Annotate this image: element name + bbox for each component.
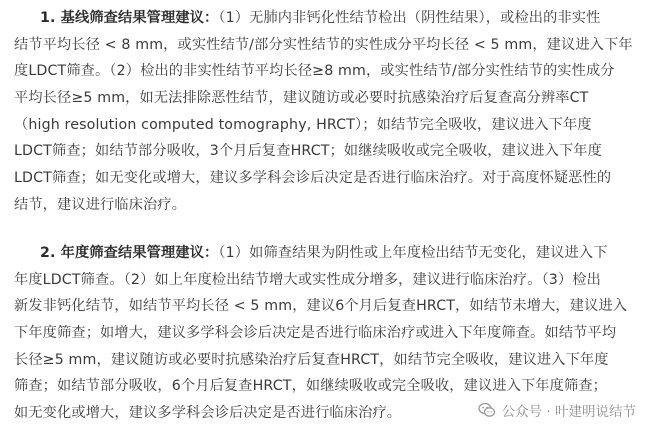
paragraph-line: 筛查；如结节部分吸收，6个月后复查HRCT，如继续吸收或完全吸收，建议进入下年度筛查； — [14, 378, 607, 395]
paragraph-line — [14, 5, 640, 32]
watermark-text: 公众号 · 叶建明说结节 — [501, 404, 636, 420]
paragraph-line: （high resolution computed tomography, HRCT）；如结节完全吸收，建议进入下年度 — [14, 116, 592, 133]
wechat-icon — [478, 401, 496, 419]
paragraph-line: 下年度筛查；如增大，建议多学科会诊后决定是否进行临床治疗或进入下年度筛查。如结节平均 — [14, 325, 617, 342]
paragraph-line: 如无变化或增大，建议多学科会诊后决定是否进行临床治疗。 — [14, 405, 402, 422]
paragraph-line: 年度LDCT筛查。（2）如上年度检出结节增大或实性成分增多，建议进行临床治疗。（3）检出 — [14, 271, 601, 288]
paragraph-line: 新发非钙化结节，如结节平均长径 < 5 mm，建议6个月后复查HRCT，如结节未增大，建议进入 — [14, 298, 628, 315]
section-heading: 2. 年度筛查结果管理建议： — [40, 245, 219, 261]
paragraph-line: 度LDCT筛查。（2）检出的非实性结节平均长径≥8 mm，或实性结节/部分实性结节的实性成分 — [14, 63, 615, 80]
paragraph-line — [14, 240, 640, 267]
paragraph-line: LDCT筛查；如结节部分吸收，3个月后复查HRCT；如继续吸收或完全吸收，建议进入下年度 — [14, 143, 602, 160]
section-heading: 1. 基线筛查结果管理建议： — [40, 10, 219, 26]
paragraph-line: 结节平均长径 < 8 mm，或实性结节/部分实性结节的实性成分平均长径 < 5 mm，建议进入下年 — [14, 36, 633, 53]
paragraph-line: 长径≥5 mm，建议随访或必要时抗感染治疗后复查HRCT，如结节完全吸收，建议进入下年度 — [14, 351, 609, 368]
section-annual-screening — [14, 240, 640, 427]
section-baseline-screening — [14, 5, 640, 219]
paragraph-line: 平均长径≥5 mm，如无法排除恶性结节，建议随访或必要时抗感染治疗后复查高分辨率CT — [14, 90, 589, 107]
paragraph-text: （1）无肺内非钙化性结节检出（阴性结果），或检出的非实性 — [218, 10, 601, 26]
watermark — [478, 400, 636, 420]
paragraph-line: LDCT筛查；如无变化或增大，建议多学科会诊后决定是否进行临床治疗。对于高度怀疑恶性的 — [14, 170, 612, 187]
paragraph-text: （1）如筛查结果为阴性或上年度检出结节无变化，建议进入下 — [218, 245, 608, 261]
paragraph-line: 结节，建议进行临床治疗。 — [14, 196, 187, 213]
